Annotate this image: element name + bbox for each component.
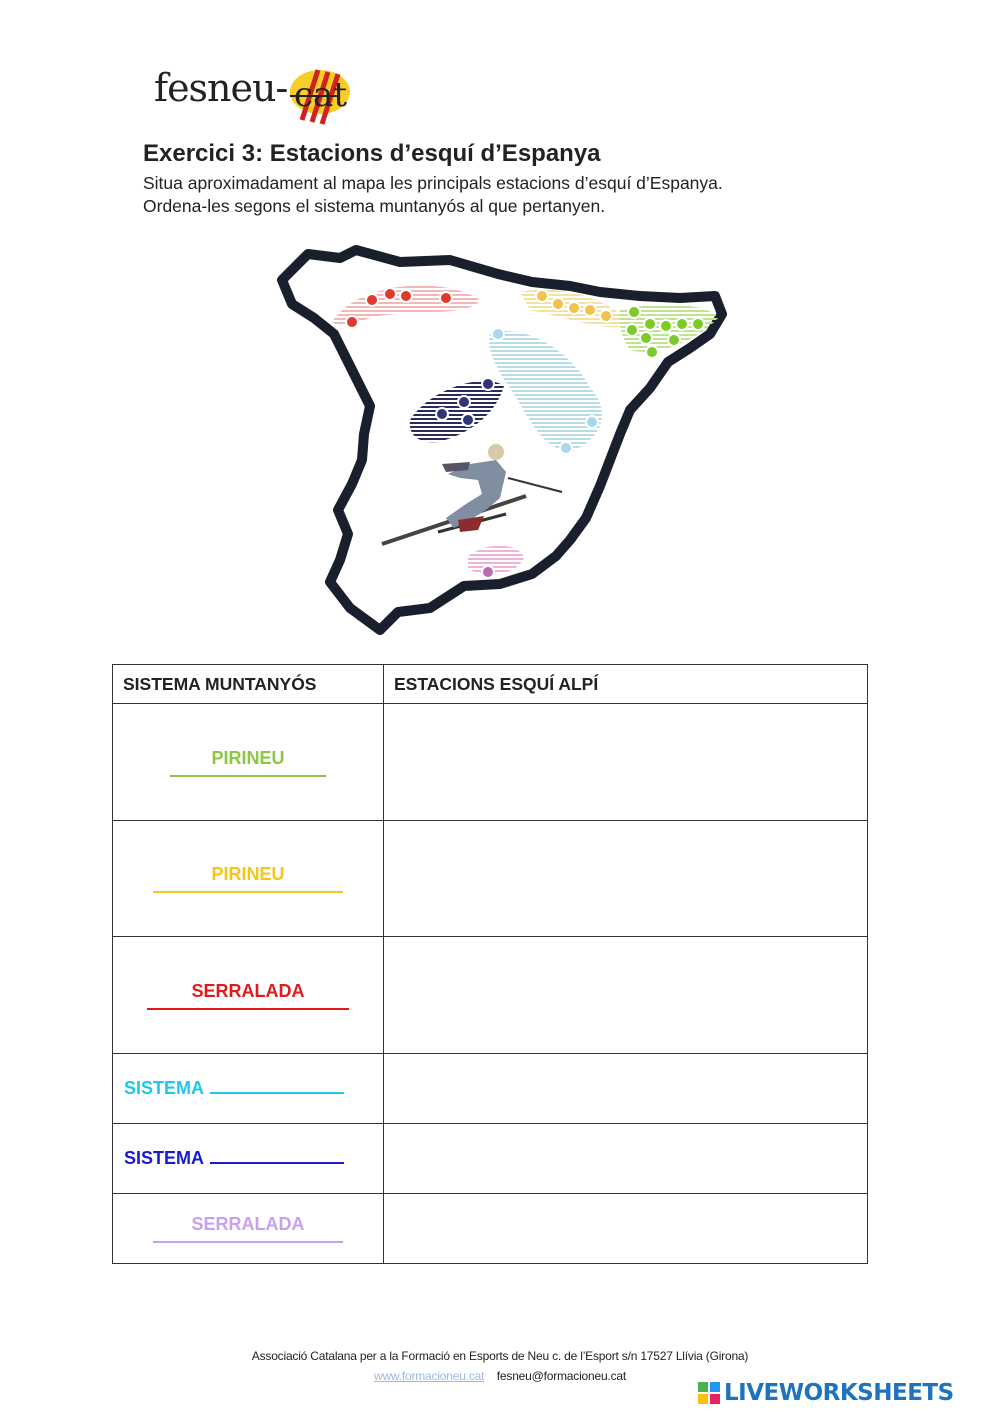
answer-cell[interactable] bbox=[384, 1124, 868, 1194]
header-ski-stations: ESTACIONS ESQUÍ ALPÍ bbox=[384, 665, 868, 704]
answer-blank[interactable] bbox=[153, 891, 343, 893]
answer-blank[interactable] bbox=[170, 775, 326, 777]
answer-cell[interactable] bbox=[384, 1194, 868, 1264]
table-row bbox=[113, 937, 868, 1054]
logo-text: fesneu- bbox=[154, 66, 288, 110]
instructions bbox=[143, 172, 723, 218]
system-cell bbox=[113, 1054, 384, 1124]
answer-cell[interactable] bbox=[384, 704, 868, 821]
table-row bbox=[113, 1194, 868, 1264]
liveworksheets-logo bbox=[698, 1380, 954, 1406]
footer-address: Associació Catalana per a la Formació en Esports de Neu c. de l’Esport s/n 17527 Llívia (Girona) bbox=[251, 1349, 749, 1363]
system-label: SERRALADA bbox=[114, 981, 382, 1010]
fesneu-logo bbox=[150, 62, 350, 128]
system-label: PIRINEU bbox=[114, 864, 382, 893]
answer-blank[interactable] bbox=[210, 1148, 344, 1164]
answer-blank[interactable] bbox=[147, 1008, 349, 1010]
logo-suffix: cat bbox=[294, 75, 347, 115]
answer-blank[interactable] bbox=[210, 1078, 344, 1094]
liveworksheets-grid-icon bbox=[698, 1382, 720, 1404]
system-label: SERRALADA bbox=[114, 1214, 382, 1243]
system-cell bbox=[113, 704, 384, 821]
instruction-line: Situa aproximadament al mapa les principals estacions d’esquí d’Espanya. bbox=[143, 173, 723, 193]
system-cell bbox=[113, 1124, 384, 1194]
answer-cell[interactable] bbox=[384, 821, 868, 937]
instruction-line: Ordena-les segons el sistema muntanyós al que pertanyen. bbox=[143, 196, 606, 216]
exercise-title: Exercici 3: Estacions d’esquí d’Espanya bbox=[143, 140, 601, 167]
catalan-flag-logo-icon bbox=[280, 62, 360, 128]
system-cell bbox=[113, 821, 384, 937]
table-row bbox=[113, 704, 868, 821]
system-cell bbox=[113, 1194, 384, 1264]
system-cell bbox=[113, 937, 384, 1054]
answer-cell[interactable] bbox=[384, 937, 868, 1054]
table-row bbox=[113, 1124, 868, 1194]
system-label: SISTEMA bbox=[114, 1148, 382, 1169]
stations-table bbox=[112, 664, 868, 1264]
answer-cell[interactable] bbox=[384, 1054, 868, 1124]
header-mountain-system: SISTEMA MUNTANYÓS bbox=[113, 665, 384, 704]
table-row bbox=[113, 821, 868, 937]
email-text: fesneu@formacioneu.cat bbox=[496, 1369, 626, 1383]
table-row bbox=[113, 1054, 868, 1124]
brand-name: LIVEWORKSHEETS bbox=[724, 1380, 954, 1406]
spain-map-icon bbox=[270, 238, 740, 638]
system-label: PIRINEU bbox=[114, 748, 382, 777]
answer-blank[interactable] bbox=[153, 1241, 343, 1243]
system-label: SISTEMA bbox=[114, 1078, 382, 1099]
website-link[interactable]: www.formacioneu.cat bbox=[373, 1369, 485, 1383]
